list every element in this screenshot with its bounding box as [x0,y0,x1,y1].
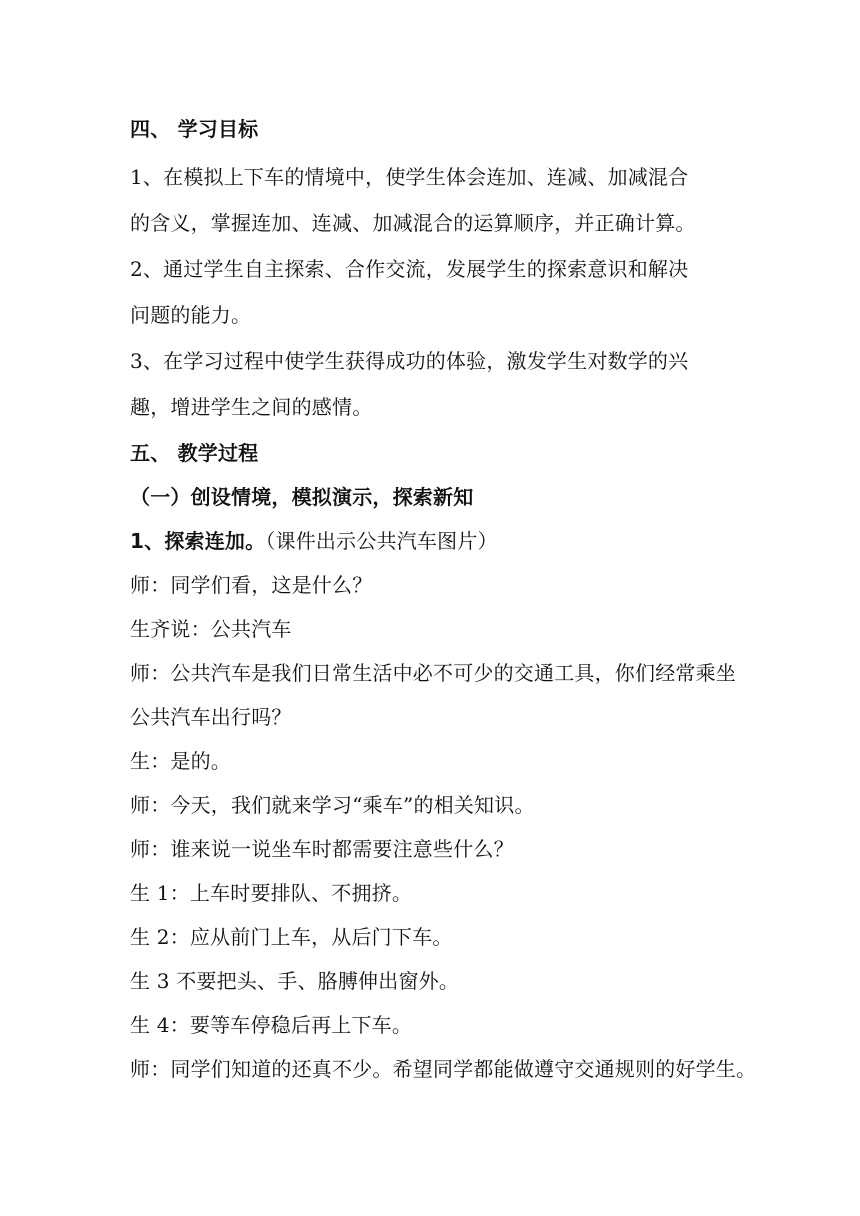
dialogue-line-7: 师：谁来说一说坐车时都需要注意些什么？ [130,837,514,861]
subsection-heading: （一）创设情境，模拟演示，探索新知 [130,485,474,509]
item-1-title: 1、探索连加。 [130,529,266,553]
goal-line-2: 的含义，掌握连加、连减、加减混合的运算顺序，并正确计算。 [130,211,696,235]
goal-line-6: 趣，增进学生之间的感情。 [130,395,373,419]
dialogue-line-6: 师：今天，我们就来学习“乘车”的相关知识。 [130,793,535,817]
dialogue-line-5: 生：是的。 [130,749,231,773]
dialogue-line-2: 生齐说：公共汽车 [130,617,292,641]
dialogue-line-12: 师：同学们知道的还真不少。希望同学都能做遵守交通规则的好学生。 [130,1057,757,1081]
document-page [130,108,757,1090]
section-heading-teaching-process: 五、 教学过程 [130,441,259,465]
dialogue-line-3: 师：公共汽车是我们日常生活中必不可少的交通工具，你们经常乘坐 [130,661,736,685]
goal-line-4: 问题的能力。 [130,303,252,327]
goal-line-1: 1、在模拟上下车的情境中，使学生体会连加、连减、加减混合 [130,165,689,189]
dialogue-line-10: 生 3 不要把头、手、胳膊伸出窗外。 [130,969,460,993]
dialogue-line-9: 生 2：应从前门上车，从后门下车。 [130,925,453,949]
goal-line-3: 2、通过学生自主探索、合作交流，发展学生的探索意识和解决 [130,257,689,281]
item-1-note: （课件出示公共汽车图片） [265,529,498,553]
dialogue-line-4: 公共汽车出行吗？ [130,705,292,729]
dialogue-line-8: 生 1：上车时要排队、不拥挤。 [130,881,413,905]
item-1-line [130,520,740,562]
dialogue-line-11: 生 4：要等车停稳后再上下车。 [130,1013,413,1037]
section-heading-learning-goals: 四、 学习目标 [130,117,259,141]
dialogue-line-1: 师：同学们看，这是什么？ [130,573,373,597]
goal-line-5: 3、在学习过程中使学生获得成功的体验，激发学生对数学的兴 [130,349,689,373]
